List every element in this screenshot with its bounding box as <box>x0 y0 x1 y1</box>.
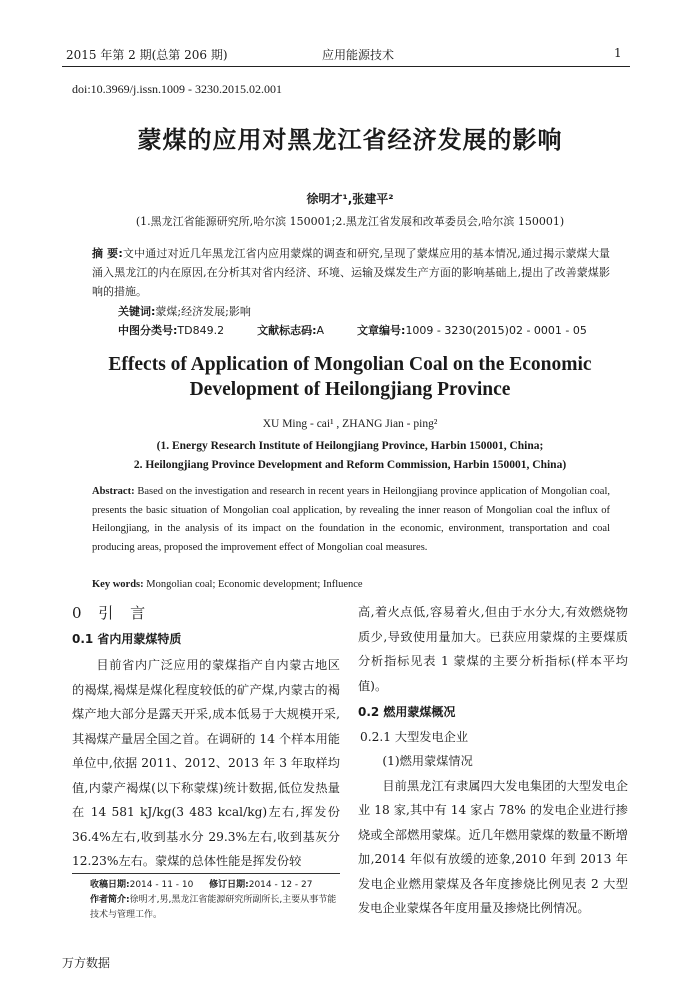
footnote-dates <box>90 878 340 893</box>
abstract-cn <box>92 244 610 301</box>
affiliation-en <box>0 437 700 475</box>
title-en <box>0 352 700 402</box>
page-number: 1 <box>614 46 622 60</box>
article-id-value: 1009 - 3230(2015)02 - 0001 - 05 <box>405 324 587 337</box>
right-column-text <box>358 600 628 921</box>
authors-cn: 徐明才¹,张建平² <box>306 192 394 206</box>
doi: doi:10.3969/j.issn.1009 - 3230.2015.02.001 <box>72 82 283 96</box>
abstract-cn-text: 文中通过对近几年黑龙江省内应用蒙煤的调查和研究,呈现了蒙煤应用的基本情况,通过揭示蒙煤大量涌入黑龙江的内在原因,在分析其对省内经济、环境、运输及煤发生产方面的影响基础上,提出了改善蒙煤影响的措施。 <box>92 247 610 298</box>
affiliation-en-line1: (1. Energy Research Institute of Heilongjiang Province, Harbin 150001, China; <box>156 440 544 452</box>
title-en-line1: Effects of Application of Mongolian Coal on the Economic <box>108 354 592 375</box>
revised-date: 2014 - 12 - 27 <box>248 880 313 890</box>
subsection-0-2-heading: 0.2 燃用蒙煤概况 <box>358 705 456 719</box>
classification <box>118 321 618 340</box>
received-date: 2014 - 11 - 10 <box>129 880 194 890</box>
keywords-en-text: Mongolian coal; Economic development; Influence <box>146 579 363 590</box>
keywords-cn-text: 蒙煤;经济发展;影响 <box>155 305 251 318</box>
footnote-author <box>90 893 340 923</box>
abstract-en-text: Based on the investigation and research in recent years in Heilongjiang province application of Mongolian coal, presents the basic situation of Mongolian coal application, by revealing the inner reason of Mongolian coal the influx of Heilongjiang, in the analysis of its impact on the foundation in the economic, environment, transportation and coal producing areas, proposed the improvement effect of Mongolian coal measures. <box>92 486 611 553</box>
footnote-rule <box>72 873 340 874</box>
author-bio-text: 徐明才,男,黑龙江省能源研究所副所长,主要从事节能技术与管理工作。 <box>90 895 337 920</box>
article-id-label: 文章编号: <box>357 324 406 337</box>
section-introduction-heading: 0 引 言 <box>72 604 152 622</box>
left-paragraph: 目前省内广泛应用的蒙煤指产自内蒙古地区的褐煤,褐煤是煤化程度较低的矿产煤,内蒙古的褐煤产地大部分是露天开采,成本低易于大规模开采,其褐煤产量居全国之首。在调研的 14 个样本用能单位中,依据 2011、2012、2013 年 3 年取样均值,内蒙产褐煤(以下称蒙煤)统计数据,低位发热量在 14 581 kJ/kg(3 483 kcal/kg)左右,挥发份36.4%左右,收到基水分 29.3%左右,收到基灰分 12.23%左右。蒙煤的总体性能是挥发份较 <box>72 658 340 868</box>
watermark: 万方数据 <box>62 956 111 970</box>
footnote <box>90 878 340 923</box>
subsection-0-2-1-1-heading: (1)燃用蒙煤情况 <box>382 754 473 768</box>
doc-code-label: 文献标志码: <box>257 324 317 337</box>
subsection-0-2-1-heading: 0.2.1 大型发电企业 <box>360 729 469 744</box>
subsection-0-1-heading: 0.1 省内用蒙煤特质 <box>72 632 182 646</box>
abstract-cn-label: 摘 要: <box>92 247 123 260</box>
keywords-en-label: Key words: <box>92 579 144 590</box>
abstract-en-label: Abstract: <box>92 486 135 497</box>
keywords-cn <box>118 302 608 321</box>
journal-name: 应用能源技术 <box>322 48 395 62</box>
clc-label: 中图分类号: <box>118 324 178 337</box>
journal-issue: 2015 年第 2 期(总第 206 期) <box>66 48 228 62</box>
keywords-en <box>92 576 610 595</box>
authors-en: XU Ming - cai¹ , ZHANG Jian - ping² <box>262 418 438 430</box>
revised-label: 修订日期: <box>209 880 249 890</box>
affiliation-cn: (1.黑龙江省能源研究所,哈尔滨 150001;2.黑龙江省发展和改革委员会,哈尔滨 150001) <box>135 215 565 228</box>
header-rule <box>62 66 630 67</box>
left-column-text <box>72 653 340 874</box>
author-bio-label: 作者简介: <box>90 895 130 905</box>
affiliation-en-line2: 2. Heilongjiang Province Development and Reform Commission, Harbin 150001, China) <box>133 459 567 471</box>
right-paragraph-1: 高,着火点低,容易着火,但由于水分大,有效燃烧物质少,导致使用量加大。已获应用蒙煤的主要煤质分析指标见表 1 蒙煤的主要分析指标(样本平均值)。 <box>358 605 628 693</box>
title-cn: 蒙煤的应用对黑龙江省经济发展的影响 <box>137 126 563 154</box>
received-label: 收稿日期: <box>90 880 130 890</box>
abstract-en <box>92 483 610 557</box>
right-paragraph-2: 目前黑龙江有隶属四大发电集团的大型发电企业 18 家,其中有 14 家占 78% 的发电企业进行掺烧或全部燃用蒙煤。近几年燃用蒙煤的数量不断增加,2014 年似有放缓的迹象,2010 年到 2013 年发电企业燃用蒙煤及各年度掺烧比例见表 2 大型发电企业蒙煤各年度用量及掺烧比例情况。 <box>358 778 628 915</box>
clc-value: TD849.2 <box>177 324 225 337</box>
doc-code-value: A <box>316 324 325 337</box>
keywords-cn-label: 关键词: <box>118 305 156 318</box>
title-en-line2: Development of Heilongjiang Province <box>189 379 511 400</box>
